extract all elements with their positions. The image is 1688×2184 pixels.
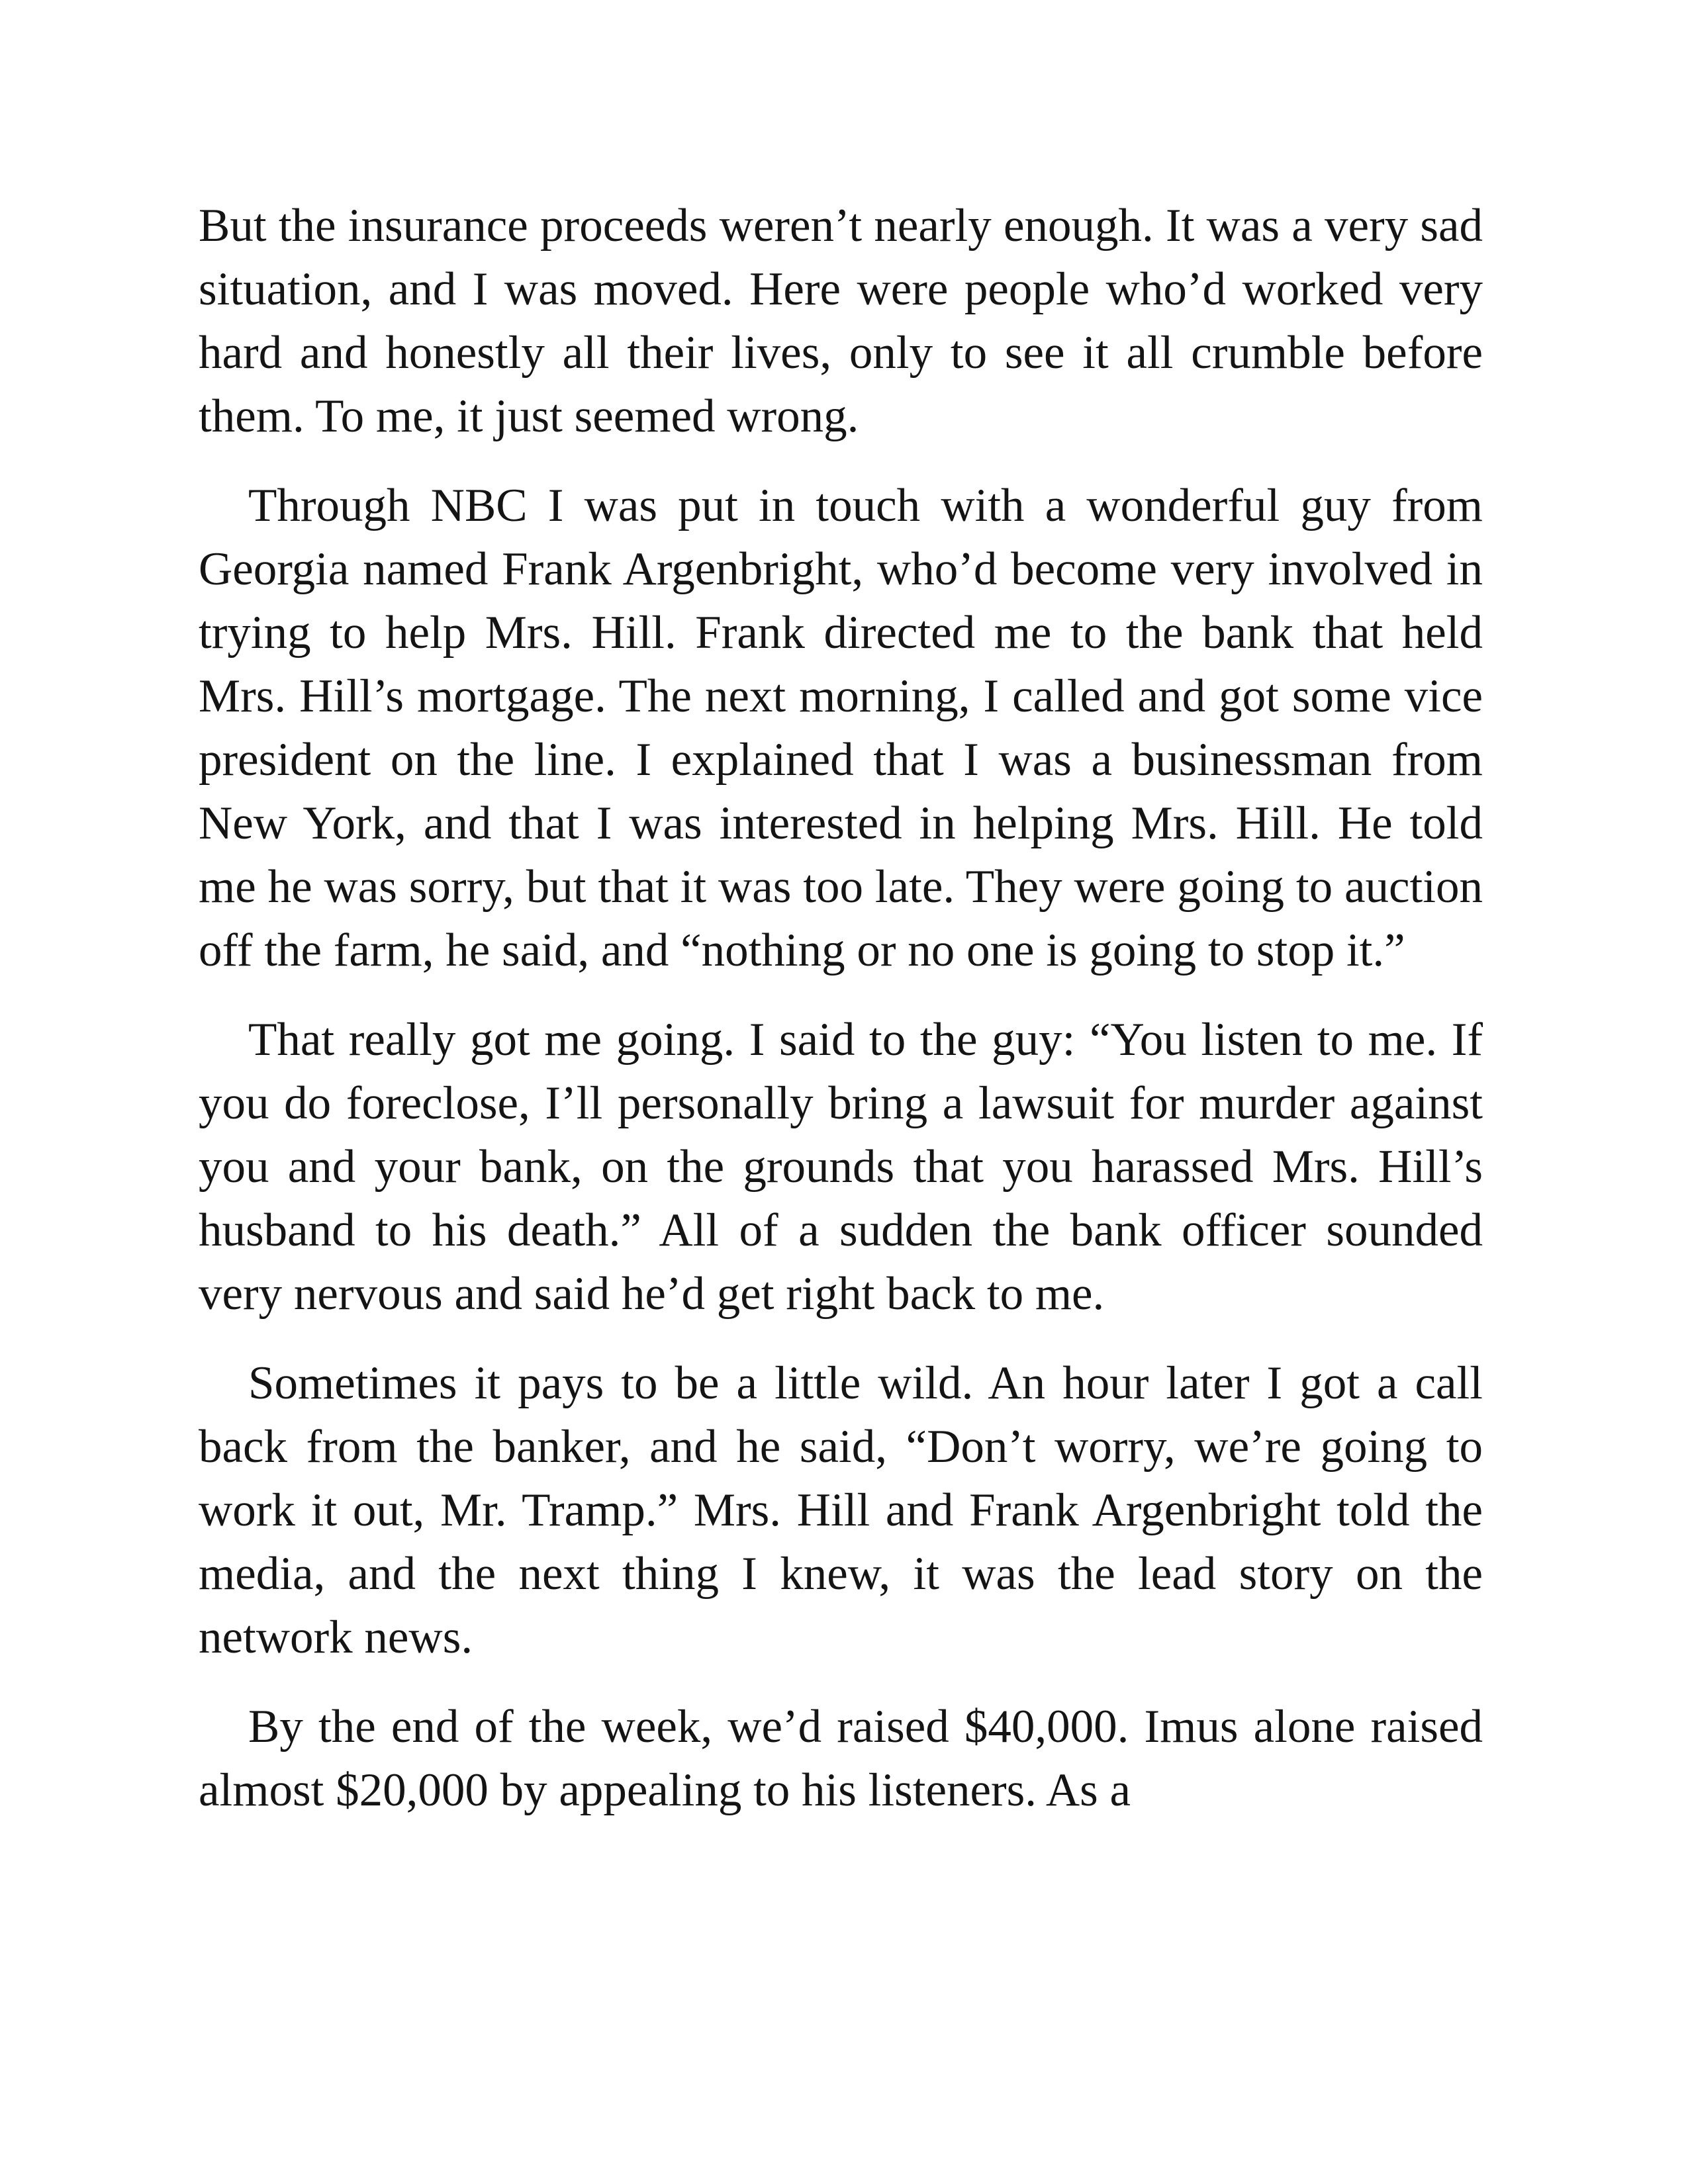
paragraph-nbc: Through NBC I was put in touch with a wonderful guy from Georgia named Frank Argenbright, who’d become very involved in trying to help Mrs. Hill. Frank directed me to the bank that held Mrs. Hill’s mortgage. The next morning, I called and got some vice president on the line. I explained that I was a businessman from New York, and that I was interested in helping Mrs. Hill. He told me he was sorry, but that it was too late. They were going to auction off the farm, he said, and “nothing or no one is going to stop it.” — [199, 480, 1483, 976]
paragraph-lawsuit: That really got me going. I said to the guy: “You listen to me. If you do foreclose, I’ll personally bring a lawsuit for murder against you and your bank, on the grounds that you harassed Mrs. Hill’s husband to his death.” All of a sudden the bank officer sounded very nervous and said he’d get right back to me. — [199, 1014, 1483, 1320]
page-body — [199, 194, 1483, 1848]
paragraph-raised: By the end of the week, we’d raised $40,000. Imus alone raised almost $20,000 by appealing to his listeners. As a — [199, 1701, 1483, 1816]
paragraph-insurance: But the insurance proceeds weren’t nearly enough. It was a very sad situation, and I was moved. Here were people who’d worked very hard and honestly all their lives, only to see it all crumble before them. To me, it just seemed wrong. — [199, 200, 1483, 442]
paragraph-banker-callback: Sometimes it pays to be a little wild. An hour later I got a call back from the banker, and he said, “Don’t worry, we’re going to work it out, Mr. Tramp.” Mrs. Hill and Frank Argenbright told the media, and the next thing I knew, it was the lead story on the network news. — [199, 1357, 1483, 1663]
